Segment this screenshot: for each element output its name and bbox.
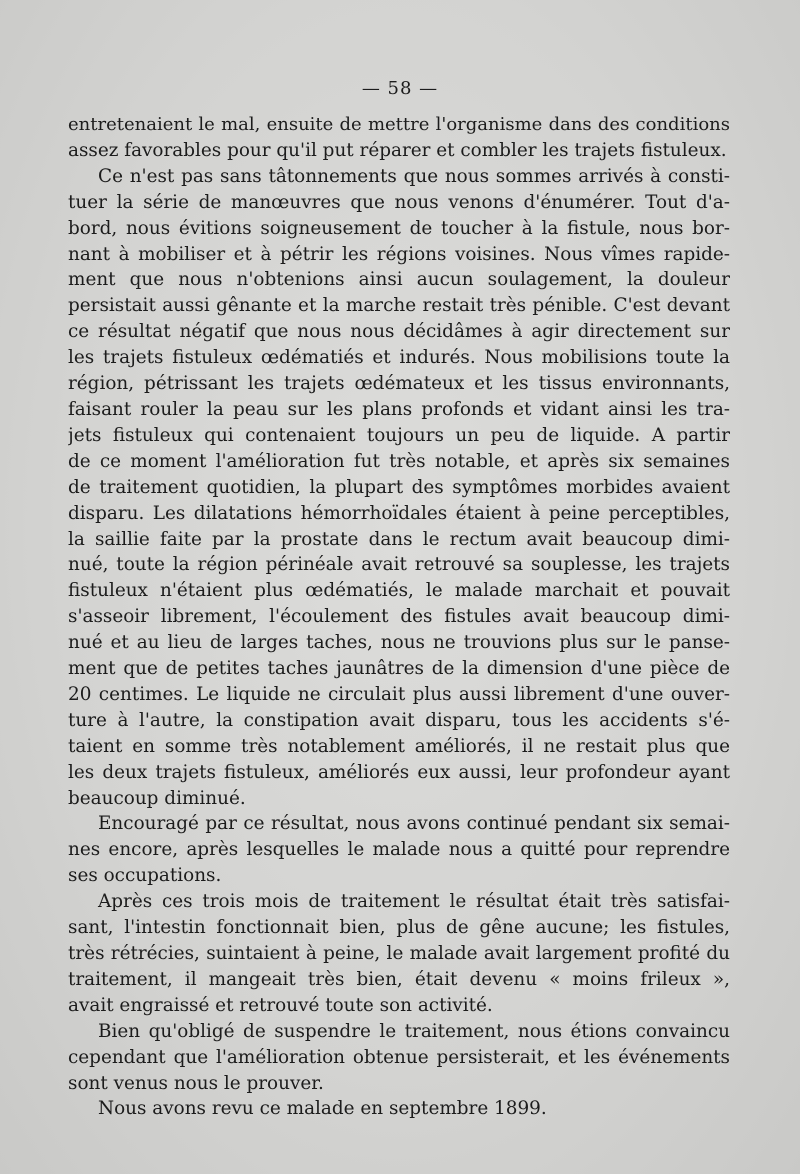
text-line: ment que de petites taches jaunâtres de la dimension d'une pièce de xyxy=(68,658,730,680)
body-text xyxy=(68,112,730,1122)
text-line: nué et au lieu de larges taches, nous ne trouvions plus sur le panse- xyxy=(68,632,730,654)
text-line: persistait aussi gênante et la marche restait très pénible. C'est devant xyxy=(68,295,730,317)
text-line: tuer la série de manœuvres que nous venons d'énumérer. Tout d'a- xyxy=(68,191,730,213)
text-line: entretenaient le mal, ensuite de mettre l'organisme dans des conditions xyxy=(68,114,730,135)
text-line: taient en somme très notablement améliorés, il ne restait plus que xyxy=(68,735,730,757)
text-line: nué, toute la région périnéale avait retrouvé sa souplesse, les trajets xyxy=(68,554,730,576)
text-line: jets fistuleux qui contenaient toujours un peu de liquide. A partir xyxy=(68,424,730,446)
text-line: de ce moment l'amélioration fut très notable, et après six semaines xyxy=(68,450,730,472)
text-line: traitement, il mangeait très bien, était devenu « moins frileux », xyxy=(68,968,730,990)
text-line: de traitement quotidien, la plupart des symptômes morbides avaient xyxy=(68,476,730,498)
text-line: s'asseoir librement, l'écoulement des fistules avait beaucoup dimi- xyxy=(68,606,730,628)
text-line: les trajets fistuleux œdématiés et indurés. Nous mobilisions toute la xyxy=(68,347,730,369)
text-line: Après ces trois mois de traitement le résultat était très satisfai- xyxy=(98,891,730,913)
text-line: les deux trajets fistuleux, améliorés eux aussi, leur profondeur ayant xyxy=(68,761,730,783)
text-line: cependant que l'amélioration obtenue persisterait, et les événements xyxy=(68,1046,730,1068)
text-line: assez favorables pour qu'il put réparer et combler les trajets fistuleux. xyxy=(68,139,727,161)
text-line: ce résultat négatif que nous nous décidâmes à agir directement sur xyxy=(68,321,730,343)
text-line: la saillie faite par la prostate dans le rectum avait beaucoup dimi- xyxy=(68,528,730,550)
text-line: très rétrécies, suintaient à peine, le malade avait largement profité du xyxy=(68,943,730,964)
text-line: disparu. Les dilatations hémorrhoïdales étaient à peine perceptibles, xyxy=(68,502,730,524)
text-line: fistuleux n'étaient plus œdématiés, le malade marchait et pouvait xyxy=(68,580,730,602)
text-line: faisant rouler la peau sur les plans profonds et vidant ainsi les tra- xyxy=(68,398,730,420)
text-line: avait engraissé et retrouvé toute son activité. xyxy=(68,994,493,1016)
text-line: Ce n'est pas sans tâtonnements que nous sommes arrivés à consti- xyxy=(98,165,730,187)
text-line: sont venus nous le prouver. xyxy=(68,1072,324,1094)
text-line: nant à mobiliser et à pétrir les régions voisines. Nous vîmes rapide- xyxy=(68,243,730,265)
text-line: ses occupations. xyxy=(68,865,222,887)
text-line: région, pétrissant les trajets œdémateux et les tissus environnants, xyxy=(68,373,730,395)
text-line: ture à l'autre, la constipation avait disparu, tous les accidents s'é- xyxy=(68,709,730,731)
text-line: 20 centimes. Le liquide ne circulait plus aussi librement d'une ouver- xyxy=(68,683,730,705)
text-line: Encouragé par ce résultat, nous avons continué pendant six semai- xyxy=(98,813,730,835)
text-line: sant, l'intestin fonctionnait bien, plus de gêne aucune; les fistules, xyxy=(68,917,730,939)
text-line: beaucoup diminué. xyxy=(68,787,246,809)
page-number: — 58 — xyxy=(361,78,439,99)
text-line: Bien qu'obligé de suspendre le traitement, nous étions convaincu xyxy=(98,1020,730,1042)
text-line: nes encore, après lesquelles le malade nous a quitté pour reprendre xyxy=(68,839,730,861)
text-line: Nous avons revu ce malade en septembre 1899. xyxy=(98,1098,547,1120)
text-line: ment que nous n'obtenions ainsi aucun soulagement, la douleur xyxy=(68,269,730,291)
text-line: bord, nous évitions soigneusement de toucher à la fistule, nous bor- xyxy=(68,217,730,239)
